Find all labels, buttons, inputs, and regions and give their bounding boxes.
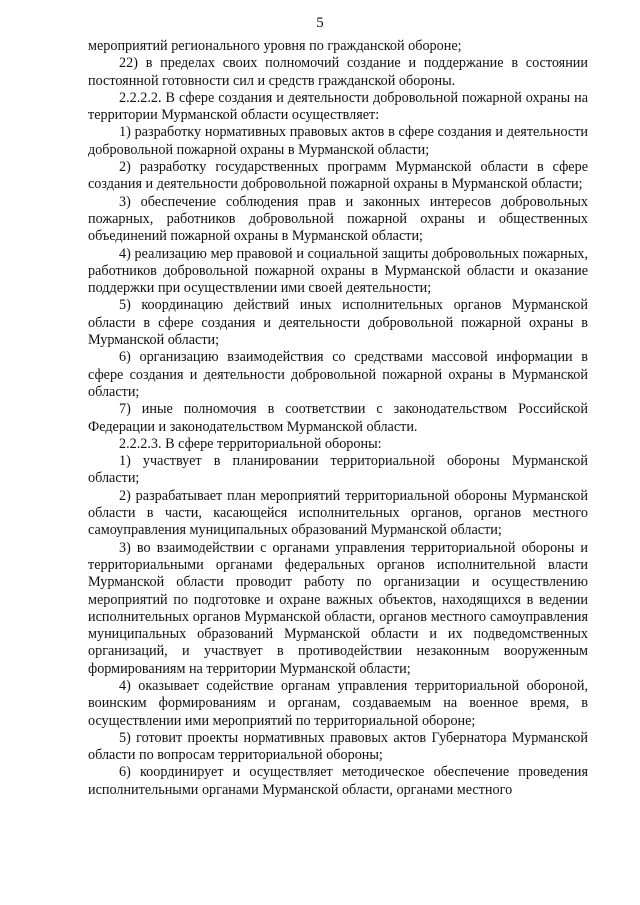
paragraph-item-2: 2) разрабатывает план мероприятий территориальной обороны Мурманской области в части, касающейся исполнительных органов, органов местного самоуправления муниципальных образований Мурманской области;	[88, 487, 588, 539]
paragraph-item-4: 4) реализацию мер правовой и социальной защиты добровольных пожарных, работников добровольной пожарной охраны в Мурманской области и оказание поддержки при осуществлении ими своей деятельности;	[88, 245, 588, 297]
section-heading-2-2-2-2: 2.2.2.2. В сфере создания и деятельности добровольной пожарной охраны на территории Мурманской области осуществляет:	[88, 89, 588, 124]
paragraph-item-5: 5) готовит проекты нормативных правовых актов Губернатора Мурманской области по вопросам территориальной обороны;	[88, 729, 588, 764]
paragraph-item-7: 7) иные полномочия в соответствии с законодательством Российской Федерации и законодательством Мурманской области.	[88, 401, 588, 435]
paragraph-item-1: 1) участвует в планировании территориальной обороны Мурманской области;	[88, 453, 588, 487]
paragraph-item-6: 6) координирует и осуществляет методическое обеспечение проведения исполнительными органами Мурманской области, органами местного	[88, 764, 588, 798]
paragraph-item-3: 3) во взаимодействии с органами управления территориальной обороны и территориальными органами федеральных органов исполнительной власти Мурманской области проводит работу по организации и осуществлению мероприятий по подготовке и охране важных объектов, находящихся в ведении исполнительных органов Мурманской области, органов местного самоуправления муниципальных образований Мурманской области и их подведомственных организаций, и участвует в противодействии незаконным вооруженным формированиям на территории Мурманской области;	[88, 539, 588, 677]
paragraph-continuation: мероприятий регионального уровня по гражданской обороне;	[88, 38, 462, 54]
paragraph-item-6: 6) организацию взаимодействия со средствами массовой информации в сфере создания и деятельности добровольной пожарной охраны в Мурманской области;	[88, 349, 588, 400]
paragraph-item-4: 4) оказывает содействие органам управления территориальной обороной, воинским формированиям и органам, создаваемым на военное время, в осуществлении ими мероприятий по территориальной обороне;	[88, 677, 588, 729]
paragraph-item-1: 1) разработку нормативных правовых актов в сфере создания и деятельности добровольной пожарной охраны в Мурманской области;	[88, 124, 588, 158]
section-heading-2-2-2-3: 2.2.2.3. В сфере территориальной обороны:	[119, 435, 382, 452]
paragraph-item-3: 3) обеспечение соблюдения прав и законных интересов добровольных пожарных, работников добровольной пожарной охраны и общественных объединений пожарной охраны в Мурманской области;	[88, 193, 588, 245]
paragraph-item-22: 22) в пределах своих полномочий создание и поддержание в состоянии постоянной готовности сил и средств гражданской обороны.	[88, 55, 588, 89]
paragraph-item-2: 2) разработку государственных программ Мурманской области в сфере создания и деятельности добровольной пожарной охраны в Мурманской области;	[88, 159, 588, 193]
page-number: 5	[316, 15, 324, 31]
paragraph-item-5: 5) координацию действий иных исполнительных органов Мурманской области в сфере создания и деятельности добровольной пожарной охраны в Мурманской области;	[88, 297, 588, 349]
document-body	[88, 38, 588, 799]
